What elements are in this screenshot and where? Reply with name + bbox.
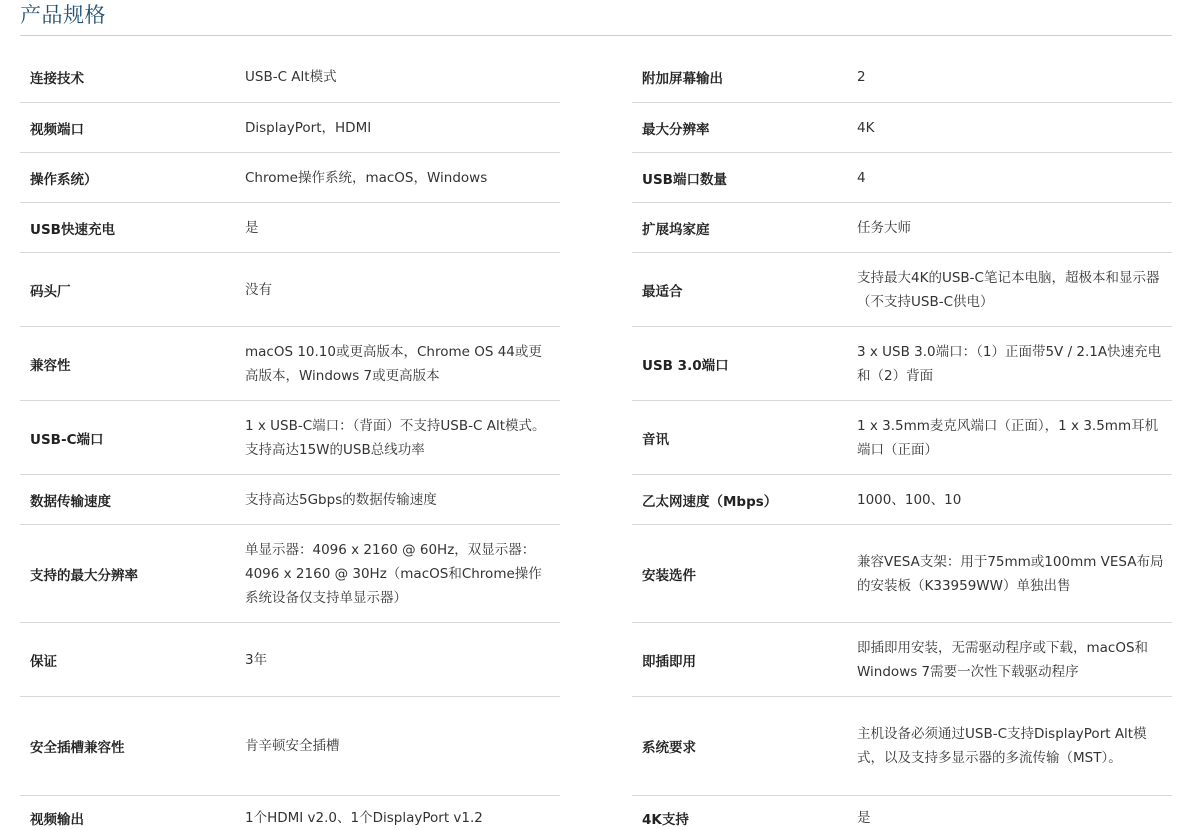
spec-cell bbox=[632, 697, 1172, 796]
spec-cell bbox=[20, 52, 560, 103]
spec-label: 附加屏幕输出 bbox=[642, 71, 723, 87]
spec-cell bbox=[20, 623, 560, 697]
spec-cell bbox=[20, 796, 560, 830]
spec-label: 扩展坞家庭 bbox=[642, 221, 710, 238]
spec-label: 4K支持 bbox=[642, 812, 689, 828]
spec-label: 支持的最大分辨率 bbox=[30, 567, 138, 584]
spec-row bbox=[20, 401, 1172, 475]
spec-value: USB-C Alt模式 bbox=[245, 69, 337, 85]
spec-cell bbox=[632, 203, 1172, 253]
spec-row bbox=[20, 153, 1172, 203]
spec-value: 2 bbox=[857, 69, 866, 85]
spec-value: 4 bbox=[857, 169, 866, 186]
spec-value: 没有 bbox=[245, 281, 272, 298]
spec-row bbox=[20, 796, 1172, 830]
spec-value: 是 bbox=[245, 219, 259, 236]
spec-cell bbox=[632, 153, 1172, 203]
spec-cell bbox=[20, 327, 560, 401]
spec-label: 系统要求 bbox=[642, 740, 696, 756]
spec-value: 兼容VESA支架：用于75mm或100mm VESA布局的安装板（K33959WW）单独出售 bbox=[857, 553, 1164, 594]
spec-cell bbox=[632, 623, 1172, 697]
spec-value: 1 x USB-C端口：（背面）不支持USB-C Alt模式。支持高达15W的USB总线功率 bbox=[245, 417, 546, 458]
spec-cell bbox=[20, 401, 560, 475]
spec-label: 音讯 bbox=[642, 431, 669, 448]
spec-value: DisplayPort，HDMI bbox=[245, 119, 372, 136]
spec-label: 安装选件 bbox=[642, 567, 696, 584]
spec-row bbox=[20, 623, 1172, 697]
spec-value: 1000、100、10 bbox=[857, 491, 962, 508]
spec-value: 支持高达5Gbps的数据传输速度 bbox=[245, 491, 437, 508]
spec-label: USB-C端口 bbox=[30, 431, 104, 448]
spec-value: 3 x USB 3.0端口：（1）正面带5V / 2.1A快速充电和（2）背面 bbox=[857, 343, 1162, 384]
spec-value: 主机设备必须通过USB-C支持DisplayPort Alt模式，以及支持多显示器的多流传输（MST）。 bbox=[857, 726, 1147, 766]
spec-value: 是 bbox=[857, 810, 871, 826]
spec-label: 兼容性 bbox=[30, 357, 71, 374]
spec-label: USB快速充电 bbox=[30, 221, 115, 238]
page-title: 产品规格 bbox=[20, 3, 106, 27]
spec-label: 码头厂 bbox=[30, 283, 71, 300]
spec-cell bbox=[632, 525, 1172, 623]
spec-cell bbox=[20, 253, 560, 327]
spec-cell bbox=[632, 475, 1172, 525]
spec-cell bbox=[632, 103, 1172, 153]
spec-label: 最大分辨率 bbox=[642, 121, 710, 138]
spec-label: 即插即用 bbox=[642, 653, 696, 670]
spec-value: 肯辛顿安全插槽 bbox=[245, 738, 340, 754]
spec-label: 安全插槽兼容性 bbox=[30, 740, 125, 756]
spec-cell bbox=[20, 475, 560, 525]
spec-value: 1 x 3.5mm麦克风端口（正面），1 x 3.5mm耳机端口（正面） bbox=[857, 417, 1159, 458]
spec-cell bbox=[20, 697, 560, 796]
spec-row bbox=[20, 52, 1172, 103]
spec-row bbox=[20, 475, 1172, 525]
spec-value: 任务大师 bbox=[857, 219, 911, 236]
spec-label: 乙太网速度（Mbps） bbox=[642, 493, 778, 510]
spec-label: USB端口数量 bbox=[642, 171, 727, 188]
spec-row bbox=[20, 525, 1172, 623]
spec-label: 保证 bbox=[30, 653, 57, 670]
spec-row bbox=[20, 203, 1172, 253]
spec-row bbox=[20, 103, 1172, 153]
spec-cell bbox=[20, 203, 560, 253]
title-divider bbox=[20, 35, 1172, 36]
spec-value: macOS 10.10或更高版本，Chrome OS 44或更高版本，Windows 7或更高版本 bbox=[245, 343, 542, 384]
spec-row bbox=[20, 697, 1172, 796]
spec-value: 支持最大4K的USB-C笔记本电脑，超极本和显示器（不支持USB-C供电） bbox=[857, 269, 1160, 310]
spec-cell bbox=[20, 153, 560, 203]
spec-value: 4K bbox=[857, 119, 875, 136]
spec-cell bbox=[20, 525, 560, 623]
spec-cell bbox=[632, 327, 1172, 401]
spec-value: 1个HDMI v2.0、1个DisplayPort v1.2 bbox=[245, 810, 483, 826]
spec-label: 操作系统） bbox=[30, 171, 98, 188]
spec-row bbox=[20, 253, 1172, 327]
spec-cell bbox=[20, 103, 560, 153]
spec-cell bbox=[632, 52, 1172, 103]
spec-value: 单显示器：4096 x 2160 @ 60Hz，双显示器：4096 x 2160 @ 30Hz（macOS和Chrome操作系统设备仅支持单显示器） bbox=[245, 541, 542, 606]
spec-cell bbox=[632, 253, 1172, 327]
spec-value: 即插即用安装，无需驱动程序或下载，macOS和Windows 7需要一次性下载驱动程序 bbox=[857, 639, 1149, 680]
spec-label: 视频端口 bbox=[30, 121, 84, 138]
spec-label: 数据传输速度 bbox=[30, 493, 111, 510]
spec-label: 连接技术 bbox=[30, 71, 84, 87]
spec-label: USB 3.0端口 bbox=[642, 357, 729, 374]
spec-cell bbox=[632, 401, 1172, 475]
spec-table bbox=[20, 52, 1172, 830]
spec-label: 最适合 bbox=[642, 283, 683, 300]
spec-cell bbox=[632, 796, 1172, 830]
spec-value: 3年 bbox=[245, 651, 268, 668]
spec-value: Chrome操作系统，macOS，Windows bbox=[245, 169, 488, 186]
spec-row bbox=[20, 327, 1172, 401]
spec-label: 视频输出 bbox=[30, 812, 84, 828]
